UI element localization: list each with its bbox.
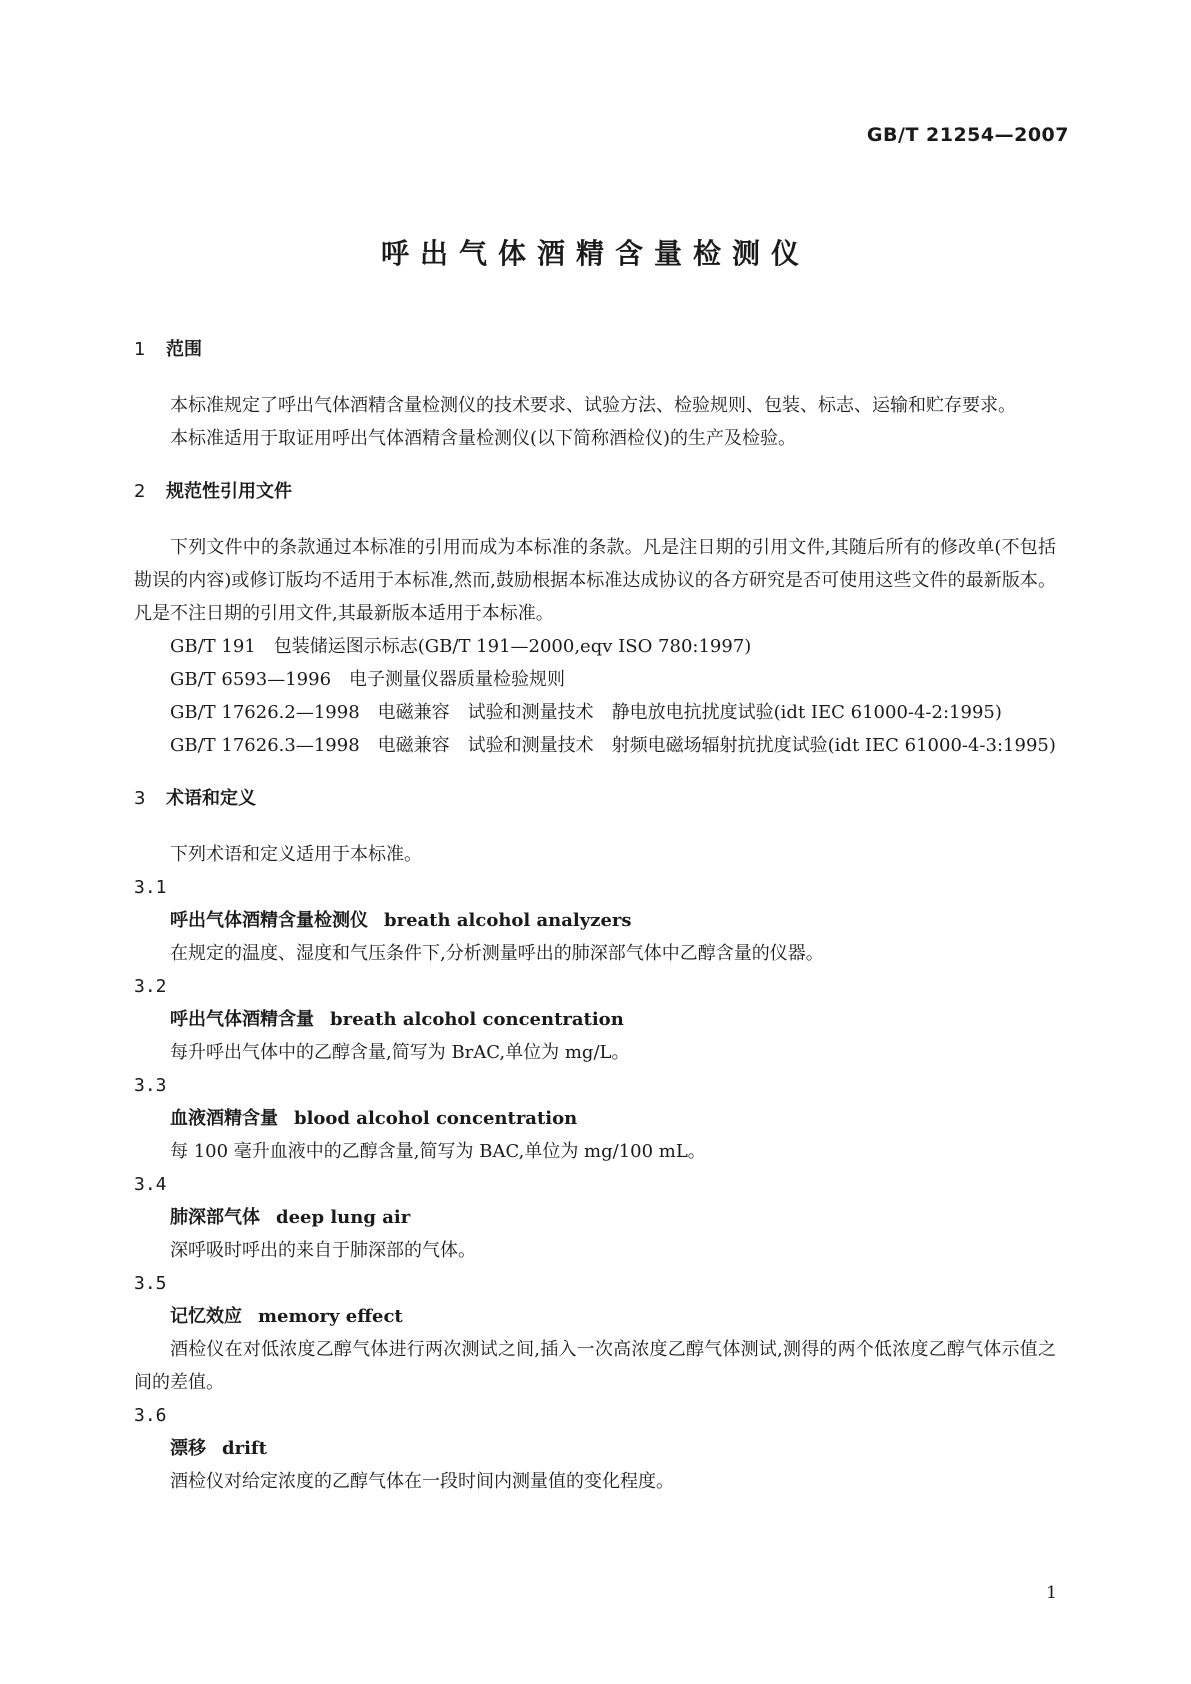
term-entry [134,1168,1056,1267]
term-definition: 每升呼出气体中的乙醇含量,简写为 BrAC,单位为 mg/L。 [170,1042,630,1063]
term-heading [134,1003,1056,1036]
section-number: 1 [134,339,146,360]
section-title: 术语和定义 [166,788,256,809]
term-heading [134,1432,1056,1465]
document-body [134,333,1056,1498]
reference-item: GB/T 17626.3—1998 电磁兼容 试验和测量技术 射频电磁场辐射抗扰度试验(idt IEC 61000-4-3:1995) [170,735,1056,756]
term-zh: 血液酒精含量 [170,1108,278,1129]
term-definition: 酒检仪在对低浓度乙醇气体进行两次测试之间,插入一次高浓度乙醇气体测试,测得的两个低浓度乙醇气体示值之间的差值。 [134,1339,1056,1393]
term-entry [134,970,1056,1069]
term-zh: 记忆效应 [170,1306,242,1327]
term-number: 3.5 [134,1273,167,1294]
term-definition: 在规定的温度、湿度和气压条件下,分析测量呼出的肺深部气体中乙醇含量的仪器。 [170,943,824,964]
standard-number: GB/T 21254—2007 [866,124,1069,146]
term-en: drift [222,1438,267,1459]
term-en: deep lung air [276,1207,411,1228]
term-zh: 呼出气体酒精含量 [170,1009,314,1030]
term-definition: 每 100 毫升血液中的乙醇含量,简写为 BAC,单位为 mg/100 mL。 [170,1141,706,1162]
term-entry [134,1069,1056,1168]
term-en: breath alcohol analyzers [384,910,632,931]
reference-item: GB/T 6593—1996 电子测量仪器质量检验规则 [170,669,566,690]
page-number: 1 [1046,1583,1057,1603]
term-heading [134,1201,1056,1234]
term-heading [134,1102,1056,1135]
term-entry [134,871,1056,970]
section-number: 3 [134,788,146,809]
paragraph: 下列文件中的条款通过本标准的引用而成为本标准的条款。凡是注日期的引用文件,其随后所有的修改单(不包括勘误的内容)或修订版均不适用于本标准,然而,鼓励根据本标准达成协议的各方研究是否可使用这些文件的最新版本。凡是不注日期的引用文件,其最新版本适用于本标准。 [134,537,1056,624]
section-number: 2 [134,481,146,502]
section-title: 范围 [166,339,202,360]
paragraph: 本标准规定了呼出气体酒精含量检测仪的技术要求、试验方法、检验规则、包装、标志、运输和贮存要求。 [170,395,1016,416]
section-title: 规范性引用文件 [166,481,292,502]
term-definition: 酒检仪对给定浓度的乙醇气体在一段时间内测量值的变化程度。 [170,1471,674,1492]
term-number: 3.3 [134,1075,167,1096]
paragraph: 本标准适用于取证用呼出气体酒精含量检测仪(以下简称酒检仪)的生产及检验。 [170,428,797,449]
reference-item: GB/T 191 包装储运图示标志(GB/T 191—2000,eqv ISO 780:1997) [170,636,752,657]
term-heading [134,1300,1056,1333]
term-en: blood alcohol concentration [294,1108,578,1129]
document-title: 呼出气体酒精含量检测仪 [380,237,810,270]
term-entry [134,1399,1056,1498]
term-heading [134,904,1056,937]
term-zh: 肺深部气体 [170,1207,260,1228]
paragraph: 下列术语和定义适用于本标准。 [170,844,422,865]
term-zh: 呼出气体酒精含量检测仪 [170,910,368,931]
term-number: 3.6 [134,1405,167,1426]
section-2-heading [134,475,1056,509]
reference-item: GB/T 17626.2—1998 电磁兼容 试验和测量技术 静电放电抗扰度试验(idt IEC 61000-4-2:1995) [170,702,1002,723]
section-1-heading [134,333,1056,367]
term-zh: 漂移 [170,1438,206,1459]
term-en: memory effect [258,1306,403,1327]
term-number: 3.4 [134,1174,167,1195]
term-en: breath alcohol concentration [330,1009,624,1030]
term-entry [134,1267,1056,1399]
term-number: 3.1 [134,877,167,898]
term-number: 3.2 [134,976,167,997]
section-3-heading [134,782,1056,816]
term-definition: 深呼吸时呼出的来自于肺深部的气体。 [170,1240,476,1261]
